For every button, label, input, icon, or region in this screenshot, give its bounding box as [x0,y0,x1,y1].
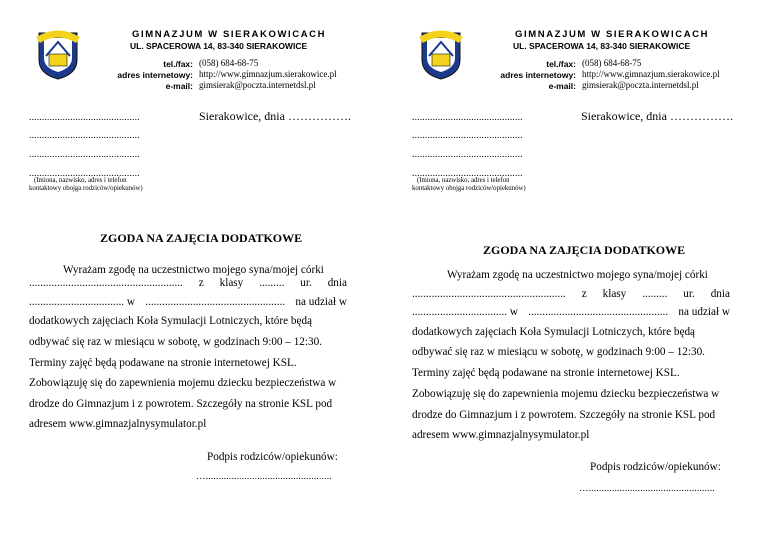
word-z: z [581,288,587,300]
address-field-line-1: ........................................... [412,131,523,141]
place-date: Sierakowice, dnia ……………. [581,109,733,123]
word-na-udzial: na udział w [678,306,730,318]
contact-website: http://www.gimnazjum.sierakowice.pl [199,69,337,79]
paragraph-line-2 [29,277,347,289]
paragraph-line-6: Terminy zajęć będą podawane na stronie internetowej KSL. [412,367,680,379]
contact-label-website: adres internetowy: [117,70,193,80]
birthplace-dots: .................................................. [528,306,669,318]
student-name-dots: ....................................................... [29,277,183,289]
contact-label-email: e-mail: [165,81,193,91]
class-dots: ......... [642,288,668,300]
paragraph-line-8: drodze do Gimnazjum i z powrotem. Szczegóły na stronie KSL pod [29,398,333,410]
footnote-line-2: kontaktowy obojga rodziców/opiekunów) [412,185,526,192]
paragraph-line-4: dodatkowych zajęciach Koła Symulacji Lotniczych, które będą [412,326,695,338]
paragraph-line-8: drodze do Gimnazjum i z powrotem. Szczegóły na stronie KSL pod [412,409,716,421]
contact-phone: (058) 684-68-75 [582,58,642,68]
word-klasy: klasy [602,288,627,300]
birthplace-dots: .................................................. [145,296,286,308]
school-logo-icon [419,30,463,80]
school-name: GIMNAZJUM W SIERAKOWICACH [515,29,710,40]
school-address: UL. SPACEROWA 14, 83-340 SIERAKOWICE [130,41,308,51]
word-ur: ur. [300,277,312,289]
footnote-line-1: (Imiona, nazwisko, adres i telefon [34,177,127,184]
contact-phone: (058) 684-68-75 [199,58,259,68]
paragraph-line-4: dodatkowych zajęciach Koła Symulacji Lotniczych, które będą [29,315,312,327]
word-na-udzial: na udział w [295,296,347,308]
paragraph-line-3 [29,296,347,308]
contact-email: gimsierak@poczta.internetdsl.pl [582,80,699,90]
contact-label-website: adres internetowy: [500,70,576,80]
contact-label-email: e-mail: [548,81,576,91]
word-dnia: dnia [327,277,347,289]
word-ur: ur. [683,288,695,300]
contact-website: http://www.gimnazjum.sierakowice.pl [582,69,720,79]
signature-label: Podpis rodziców/opiekunów: [207,451,338,463]
place-date: Sierakowice, dnia ……………. [199,109,351,123]
school-logo-icon [36,30,80,80]
word-dnia: dnia [710,288,730,300]
contact-label-phone: tel./fax: [546,59,576,69]
contact-email: gimsierak@poczta.internetdsl.pl [199,80,316,90]
paragraph-line-7: Zobowiązuję się do zapewnienia mojemu dziecku bezpieczeństwa w [29,377,337,389]
paragraph-line-3 [412,306,730,318]
school-name: GIMNAZJUM W SIERAKOWICACH [132,29,327,40]
footnote-line-2: kontaktowy obojga rodziców/opiekunów) [29,185,143,192]
paragraph-line-7: Zobowiązuję się do zapewnienia mojemu dziecku bezpieczeństwa w [412,388,720,400]
paragraph-line-9: adresem www.gimnazjalnysymulator.pl [29,418,207,430]
student-name-dots: ....................................................... [412,288,566,300]
paragraph-line-5: odbywać się raz w miesiącu w sobotę, w godzinach 9:00 – 12:30. [412,346,705,358]
paragraph-line-2 [412,288,730,300]
paragraph-line-1: Wyrażam zgodę na uczestnictwo mojego syna/mojej córki [447,269,708,281]
address-field-line-2: ........................................... [29,150,140,160]
birthdate-dots: .................................. w [412,306,518,318]
form-title: ZGODA NA ZAJĘCIA DODATKOWE [100,231,303,245]
word-klasy: klasy [219,277,244,289]
signature-line: …................................................. [196,472,332,482]
school-address: UL. SPACEROWA 14, 83-340 SIERAKOWICE [513,41,691,51]
class-dots: ......... [259,277,285,289]
signature-line: …................................................. [579,484,715,494]
paragraph-line-6: Terminy zajęć będą podawane na stronie internetowej KSL. [29,357,297,369]
address-field-line-1: ........................................... [29,131,140,141]
form-title: ZGODA NA ZAJĘCIA DODATKOWE [483,243,686,257]
contact-label-phone: tel./fax: [163,59,193,69]
birthdate-dots: .................................. w [29,296,135,308]
paragraph-line-1: Wyrażam zgodę na uczestnictwo mojego syna/mojej córki [63,264,324,276]
paragraph-line-9: adresem www.gimnazjalnysymulator.pl [412,429,590,441]
address-field-line-2: ........................................... [412,150,523,160]
form-copy-right [384,0,768,543]
name-field-line: ........................................... [412,113,523,123]
phone-field-line: ........................................... [412,169,523,179]
paragraph-line-5: odbywać się raz w miesiącu w sobotę, w godzinach 9:00 – 12:30. [29,336,322,348]
word-z: z [198,277,204,289]
phone-field-line: ........................................... [29,169,140,179]
name-field-line: ........................................... [29,113,140,123]
footnote-line-1: (Imiona, nazwisko, adres i telefon [417,177,510,184]
signature-label: Podpis rodziców/opiekunów: [590,461,721,473]
